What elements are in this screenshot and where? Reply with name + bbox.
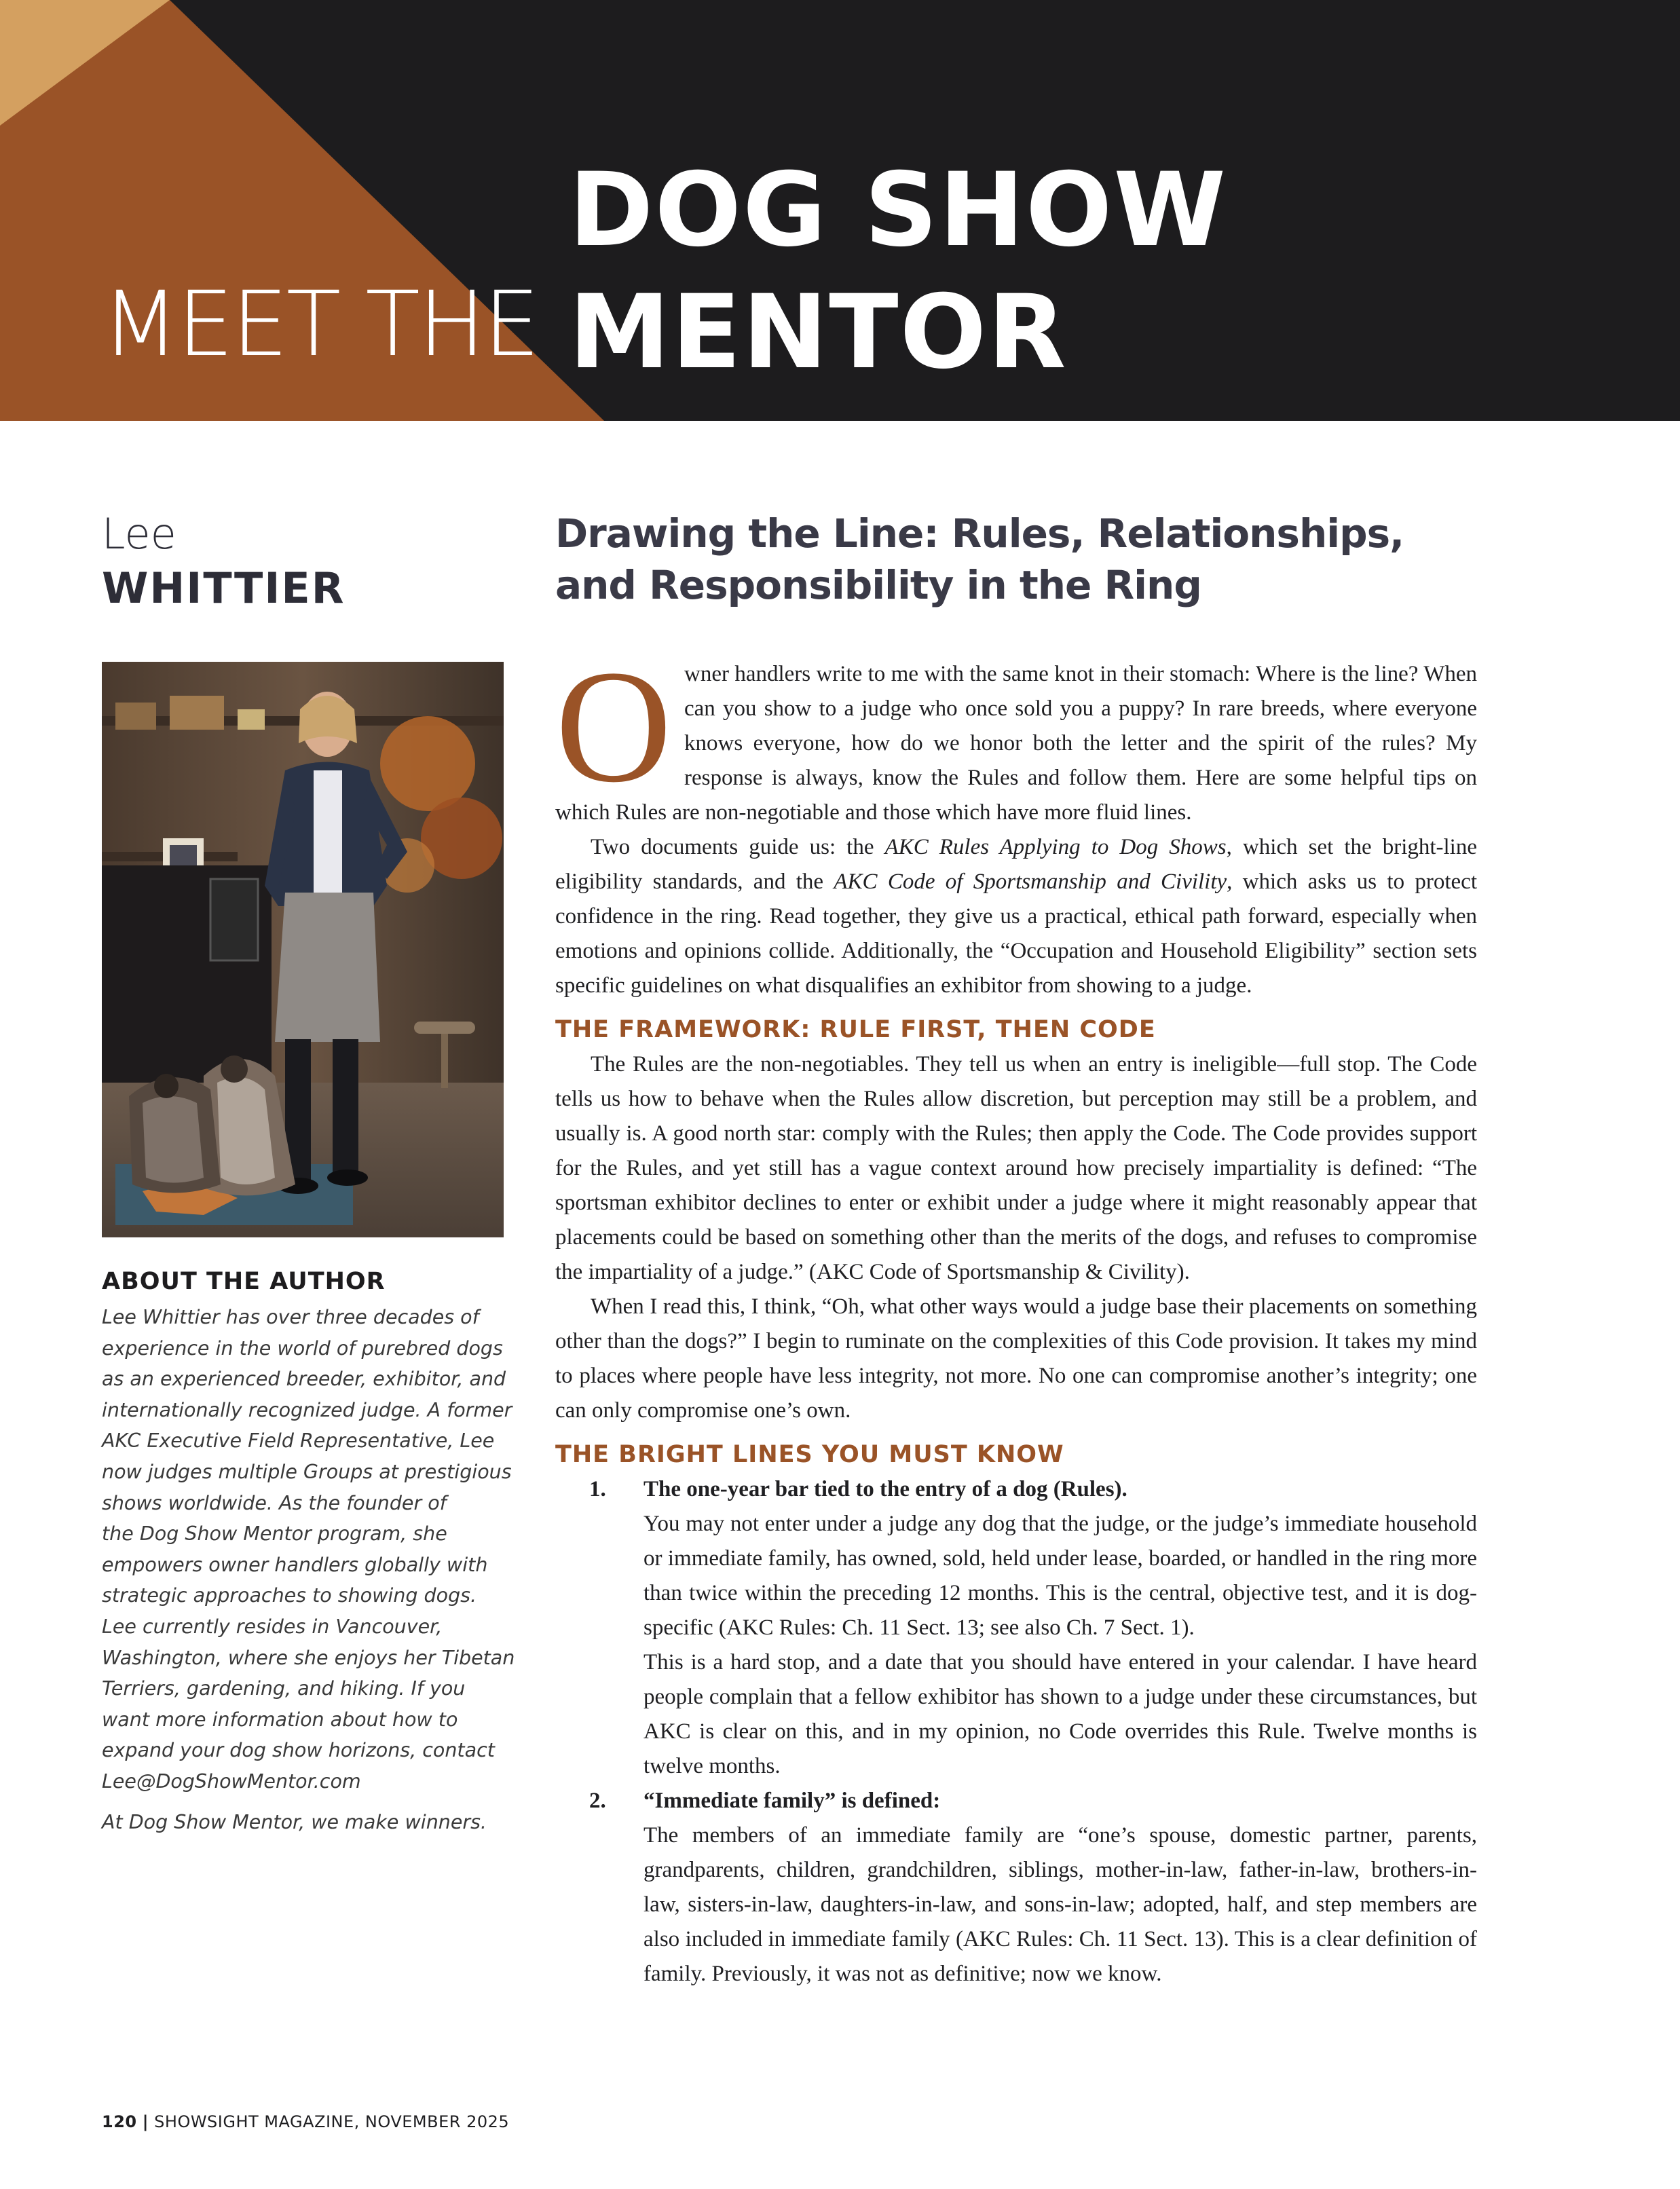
author-email-link[interactable]: Lee@DogShowMentor.com <box>102 1770 361 1793</box>
section-heading-framework: THE FRAMEWORK: RULE FIRST, THEN CODE <box>555 1016 1156 1043</box>
bio-line: as an experienced breeder, exhibitor, and <box>102 1368 506 1391</box>
drop-cap: O <box>555 637 672 816</box>
list-number-1: 1. <box>589 1477 606 1501</box>
paragraph-documents <box>555 830 1477 1003</box>
p2-text-a: Two documents guide us: the <box>591 835 885 859</box>
author-first-name: Lee <box>102 509 176 559</box>
intro-text: wner handlers write to me with the same knot in their stomach: Where is the line? When can you show to a judge who once sold you a puppy? In rare breeds, where everyone knows everyone, how do we honor both the letter and the spirit of the rules? My response is always, know the Rules and follow them. Here are some helpful tips on which Rules are non-negotiable and those which have more fluid lines. <box>555 662 1477 825</box>
p2-italic-rules: AKC Rules Applying to Dog Shows <box>884 835 1227 859</box>
page-number: 120 <box>102 2112 137 2131</box>
list-item-1-paragraph-2: This is a hard stop, and a date that you should have entered in your calendar. I have heard people complain that a fellow exhibitor has shown to a judge under these circumstances, but AKC is clear on this, and in my opinion, no Code overrides this Rule. Twelve months is twelve months. <box>643 1650 1477 1778</box>
header-banner <box>0 0 1680 421</box>
publication-name: SHOWSIGHT MAGAZINE, NOVEMBER 2025 <box>154 2112 510 2131</box>
title-line-2: MENTOR <box>569 274 1068 392</box>
headline-line-1: Drawing the Line: Rules, Relationships, <box>555 510 1404 557</box>
list-item-1-paragraph-1: You may not enter under a judge any dog that the judge, or the judge’s immediate household or immediate family, has owned, sold, held under lease, boarded, or handled in the ring more than twice within the preceding 12 months. This is the central, objective test, and it is dog-specific (AKC Rules: Ch. 11 Sect. 13; see also Ch. 7 Sect. 1). <box>643 1512 1477 1640</box>
list-item-1-heading <box>555 1472 1477 1507</box>
bio-line: strategic approaches to showing dogs. <box>102 1584 477 1607</box>
footer-separator: | <box>142 2112 149 2131</box>
meet-the-label: MEET THE <box>102 272 538 377</box>
bio-line: want more information about how to <box>102 1708 458 1731</box>
bio-line: Lee Whittier has over three decades of <box>102 1306 479 1328</box>
list-item-1-title: The one-year bar tied to the entry of a dog (Rules). <box>643 1477 1127 1501</box>
bio-line: Lee currently resides in Vancouver, <box>102 1615 443 1638</box>
p2-italic-code: AKC Code of Sportsmanship and Civility <box>834 869 1227 894</box>
list-number-2: 2. <box>589 1789 606 1813</box>
intro-paragraph <box>555 657 1477 830</box>
list-item-2-heading <box>555 1784 1477 1818</box>
drop-cap-space <box>555 657 684 786</box>
title-line-1: DOG SHOW <box>569 151 1227 269</box>
headline-line-2: and Responsibility in the Ring <box>555 562 1201 608</box>
page-footer <box>102 2112 509 2131</box>
bio-line: empowers owner handlers globally with <box>102 1553 488 1576</box>
author-photo <box>102 662 504 1237</box>
p2-text-c: , which asks us to protect confidence in the ring. Read together, they give us a practical, ethical path forward, especially when emotions and opinions collide. Additionally, the “Occupation and Household Eligibility” section sets specific guidelines on what disqualifies an exhibitor from showing to a judge. <box>555 869 1477 998</box>
bio-line: shows worldwide. As the founder of <box>102 1491 447 1514</box>
bio-line: Terriers, gardening, and hiking. If you <box>102 1677 466 1700</box>
bio-line: Washington, where she enjoys her Tibetan <box>102 1646 515 1669</box>
bio-line: AKC Executive Field Representative, Lee <box>102 1429 495 1453</box>
p2-text-b: , which set the bright-line eligibility standards, and the <box>555 835 1477 894</box>
section-heading-bright-lines: THE BRIGHT LINES YOU MUST KNOW <box>555 1441 1064 1468</box>
about-author-heading: ABOUT THE AUTHOR <box>102 1268 386 1295</box>
bio-line: internationally recognized judge. A former <box>102 1398 512 1421</box>
bio-line: now judges multiple Groups at prestigious <box>102 1460 512 1483</box>
list-item-2-paragraph-1: The members of an immediate family are “one’s spouse, domestic partner, parents, grandparents, children, grandchildren, siblings, mother-in-law, father-in-law, brothers-in-law, sisters-in-law, daughters-in-law, and sons-in-law; adopted, half, and step members are also included in immediate family (AKC Rules: Ch. 11 Sect. 13). This is a clear definition of family. Previously, it was not as definitive; now we know. <box>643 1823 1477 1986</box>
article-headline <box>555 508 1404 611</box>
list-item-2-title: “Immediate family” is defined: <box>643 1789 941 1813</box>
bio-line: expand your dog show horizons, contact <box>102 1739 495 1762</box>
bio-line: the Dog Show Mentor program, she <box>102 1522 447 1546</box>
about-author-bio <box>102 1302 515 1797</box>
paragraph-framework: The Rules are the non-negotiables. They tell us when an entry is ineligible—full stop. The Code tells us how to behave when the Rules allow discretion, but perception may still be a problem, and usually is. A good north star: comply with the Rules; then apply the Code. The Code provides support for the Rules, and yet still has a vague context around how precisely impartiality is defined: “The sportsman exhibitor declines to enter or exhibit under a judge where it might reasonably appear that placements could be based on something other than the merits of the dogs, and refuses to compromise the impartiality of a judge.” (AKC Code of Sportsmanship & Civility). <box>555 1052 1477 1284</box>
bio-line: experience in the world of purebred dogs <box>102 1336 503 1360</box>
article-body <box>555 657 1477 1991</box>
author-last-name: WHITTIER <box>102 563 346 613</box>
paragraph-reflection: When I read this, I think, “Oh, what other ways would a judge base their placements on something other than the dogs?” I begin to ruminate on the complexities of this Code provision. It takes my mind to places where people have less integrity, not more. No one can compromise another’s integrity; one can only compromise one’s own. <box>555 1294 1477 1423</box>
author-motto: At Dog Show Mentor, we make winners. <box>102 1811 487 1833</box>
